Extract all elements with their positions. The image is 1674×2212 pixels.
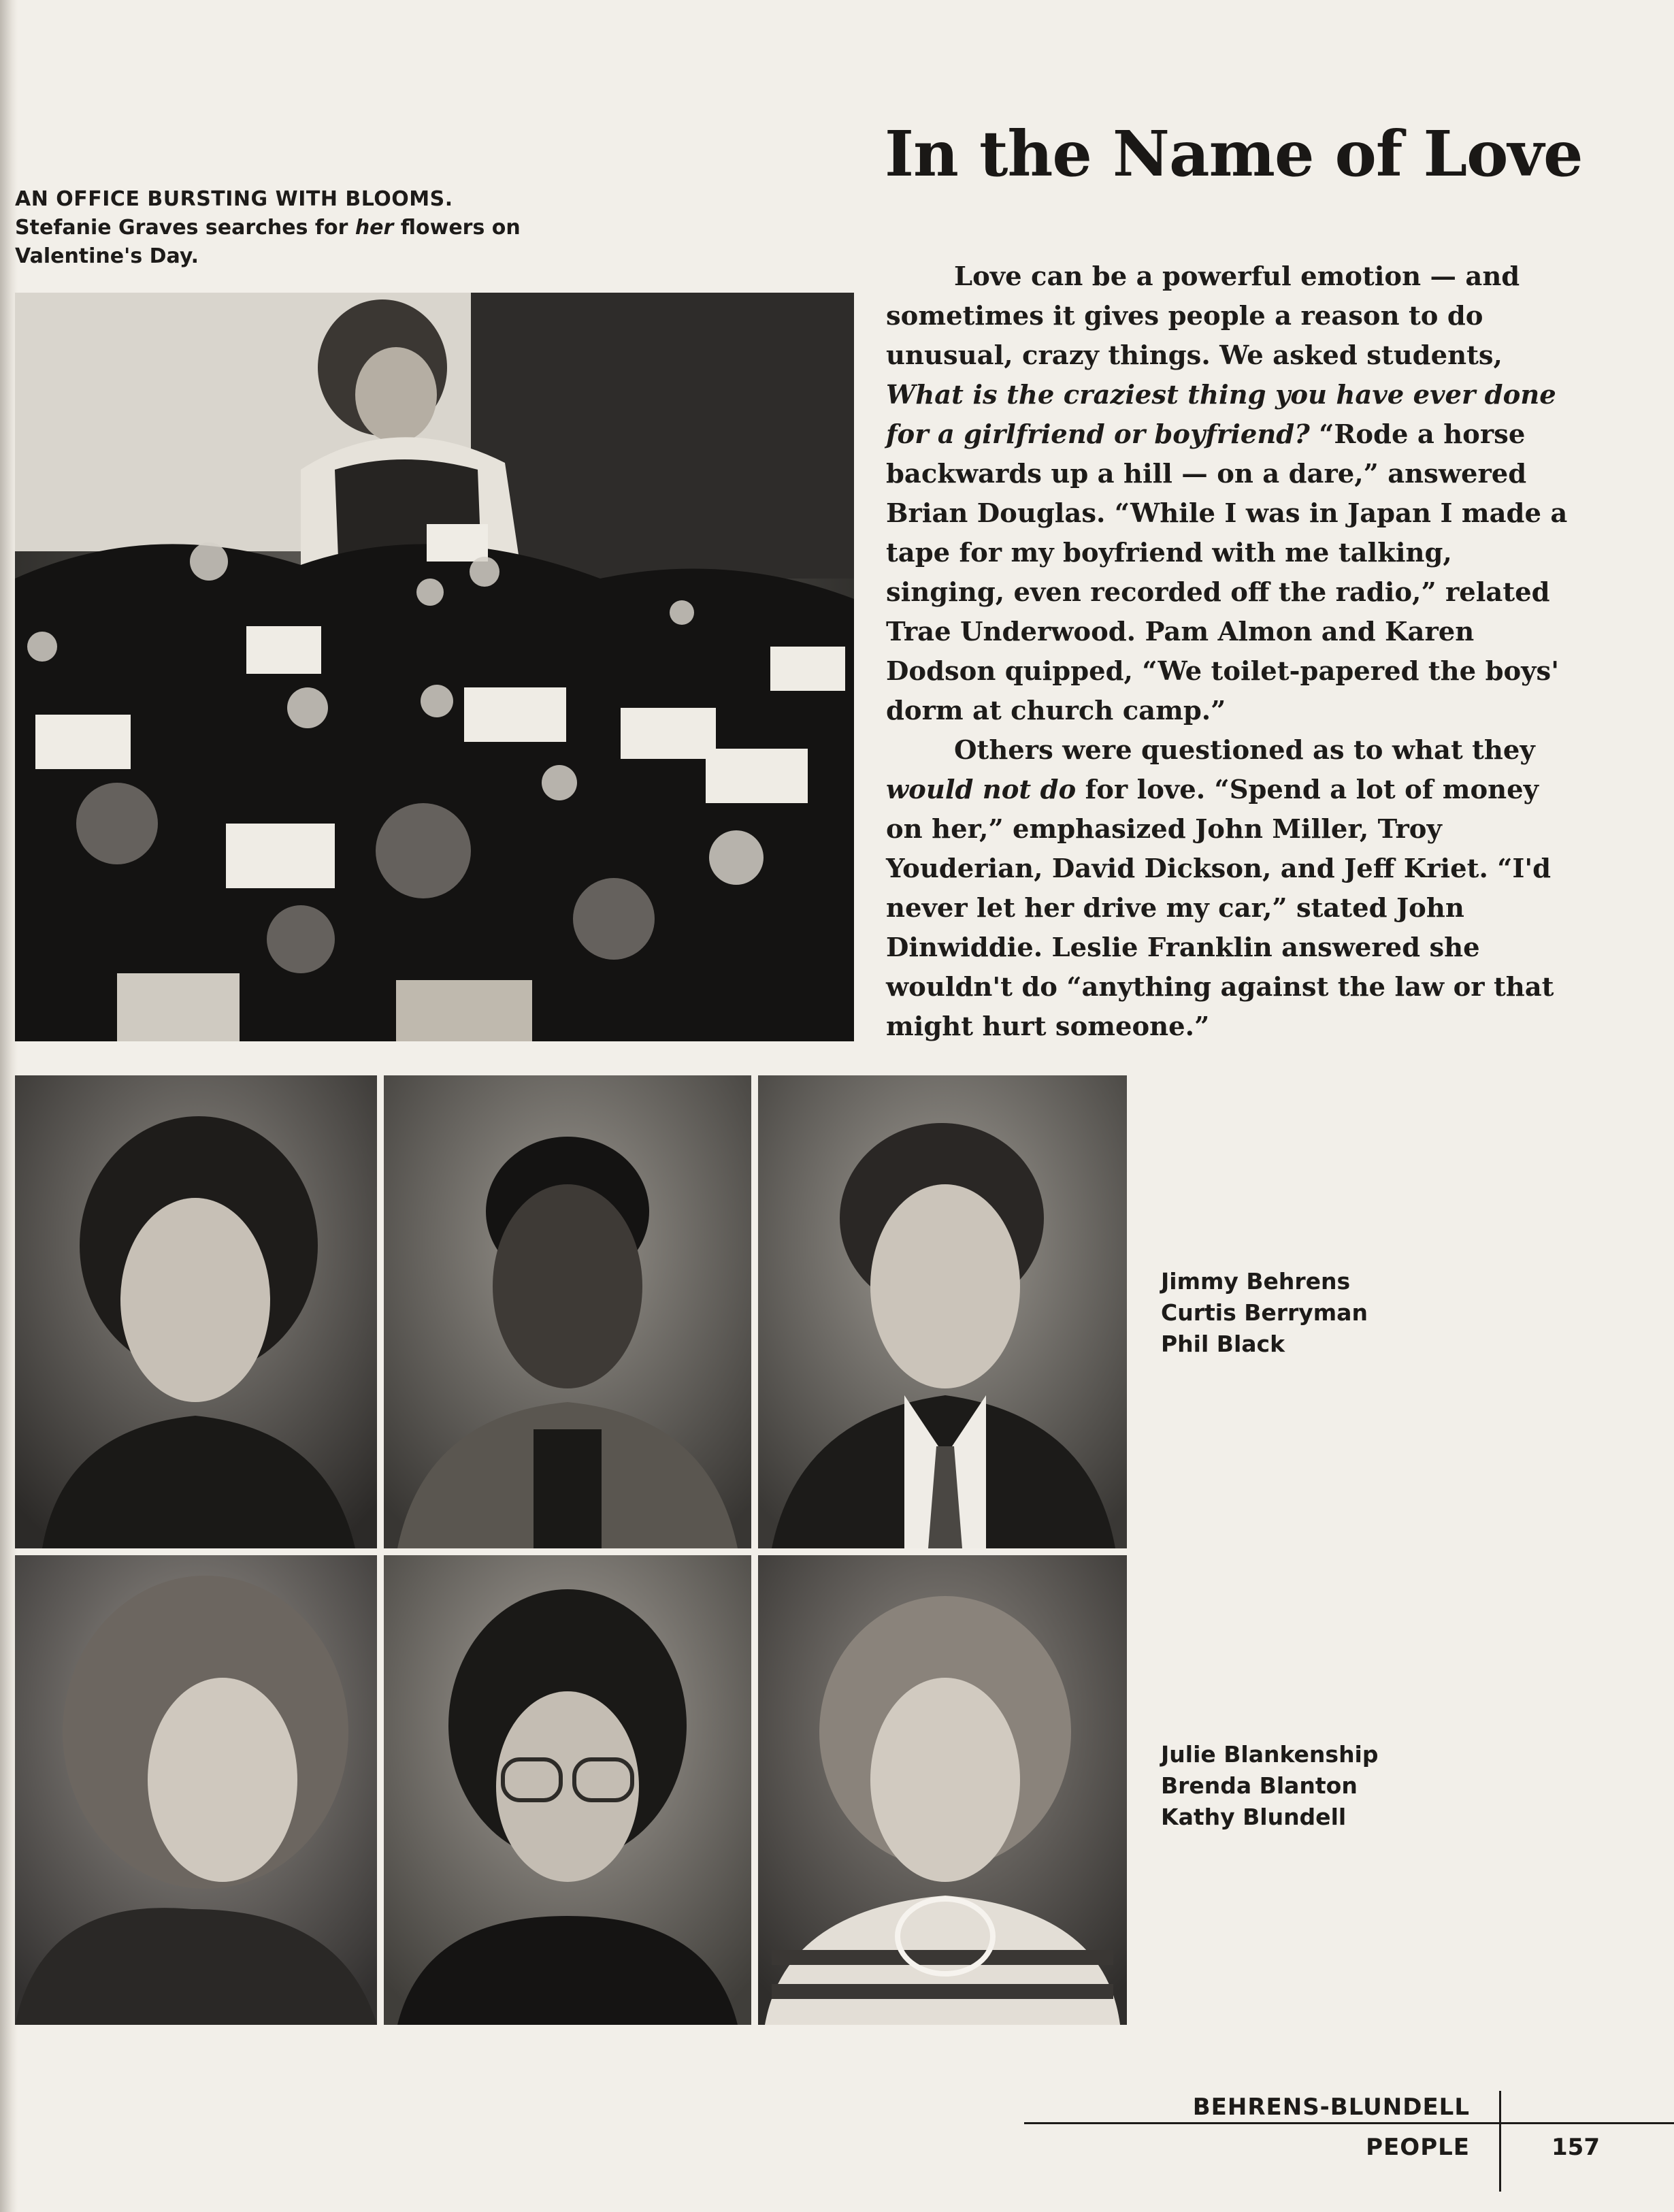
portrait-name: Julie Blankenship <box>1161 1741 1379 1768</box>
portrait-photo <box>758 1075 1127 1548</box>
portrait-name: Brenda Blanton <box>1161 1772 1358 1799</box>
page-title: In the Name of Love <box>885 116 1583 191</box>
article-p2-em: would not do <box>886 775 1077 805</box>
portrait-name: Phil Black <box>1161 1331 1285 1357</box>
article-paragraph-1 <box>886 257 1573 731</box>
portrait-names-row-1 <box>1161 1266 1501 1360</box>
footer-divider <box>1499 2091 1501 2192</box>
caption-kicker: AN OFFICE BURSTING WITH BLOOMS. <box>15 187 453 211</box>
portrait-name: Kathy Blundell <box>1161 1804 1347 1830</box>
portrait-photo <box>15 1555 377 2025</box>
portrait-photo <box>15 1075 377 1548</box>
footer-section-range: BEHRENS-BLUNDELL <box>1192 2094 1470 2121</box>
portrait-name: Curtis Berryman <box>1161 1299 1368 1326</box>
caption-text-before: Stefanie Graves searches for <box>15 216 355 240</box>
page-number: 157 <box>1552 2134 1600 2161</box>
footer-section-label: PEOPLE <box>1366 2134 1470 2161</box>
portrait-photo <box>384 1555 751 2025</box>
portrait-photo <box>758 1555 1127 2025</box>
flower-office-photo <box>15 293 854 1041</box>
article-p1-a: Love can be a powerful emotion — and sometimes it gives people a reason to do unusual, crazy things. We asked students, <box>886 261 1520 371</box>
article-paragraph-2 <box>886 731 1573 1047</box>
portrait-name: Jimmy Behrens <box>1161 1268 1351 1295</box>
caption-text-em: her <box>355 216 394 240</box>
article-p2-a: Others were questioned as to what they <box>954 735 1535 766</box>
article-body <box>886 257 1573 1047</box>
footer-rule <box>1024 2122 1674 2124</box>
caption-text-after: flowers on Valentine's Day. <box>15 216 521 268</box>
portrait-photo <box>384 1075 751 1548</box>
photo-caption <box>15 185 559 271</box>
portrait-names-row-2 <box>1161 1739 1501 1833</box>
article-p1-question: What is the craziest thing you have ever done for a girlfriend or boyfriend? <box>886 380 1556 450</box>
article-p1-b: “Rode a horse backwards up a hill — on a dare,” answered Brian Douglas. “While I was in Japan I made a tape for my boyfriend with me talking, singing, even recorded off the radio,” related Trae Underwood. Pam Almon and Karen Dodson quipped, “We toilet-papered the boys' dorm at church camp.” <box>886 419 1568 726</box>
article-p2-b: for love. “Spend a lot of money on her,” emphasized John Miller, Troy Youderian, David Dickson, and Jeff Kriet. “I'd never let her drive my car,” stated John Dinwiddie. Leslie Franklin answered she wouldn't do “anything against the law or that might hurt someone.” <box>886 775 1554 1042</box>
